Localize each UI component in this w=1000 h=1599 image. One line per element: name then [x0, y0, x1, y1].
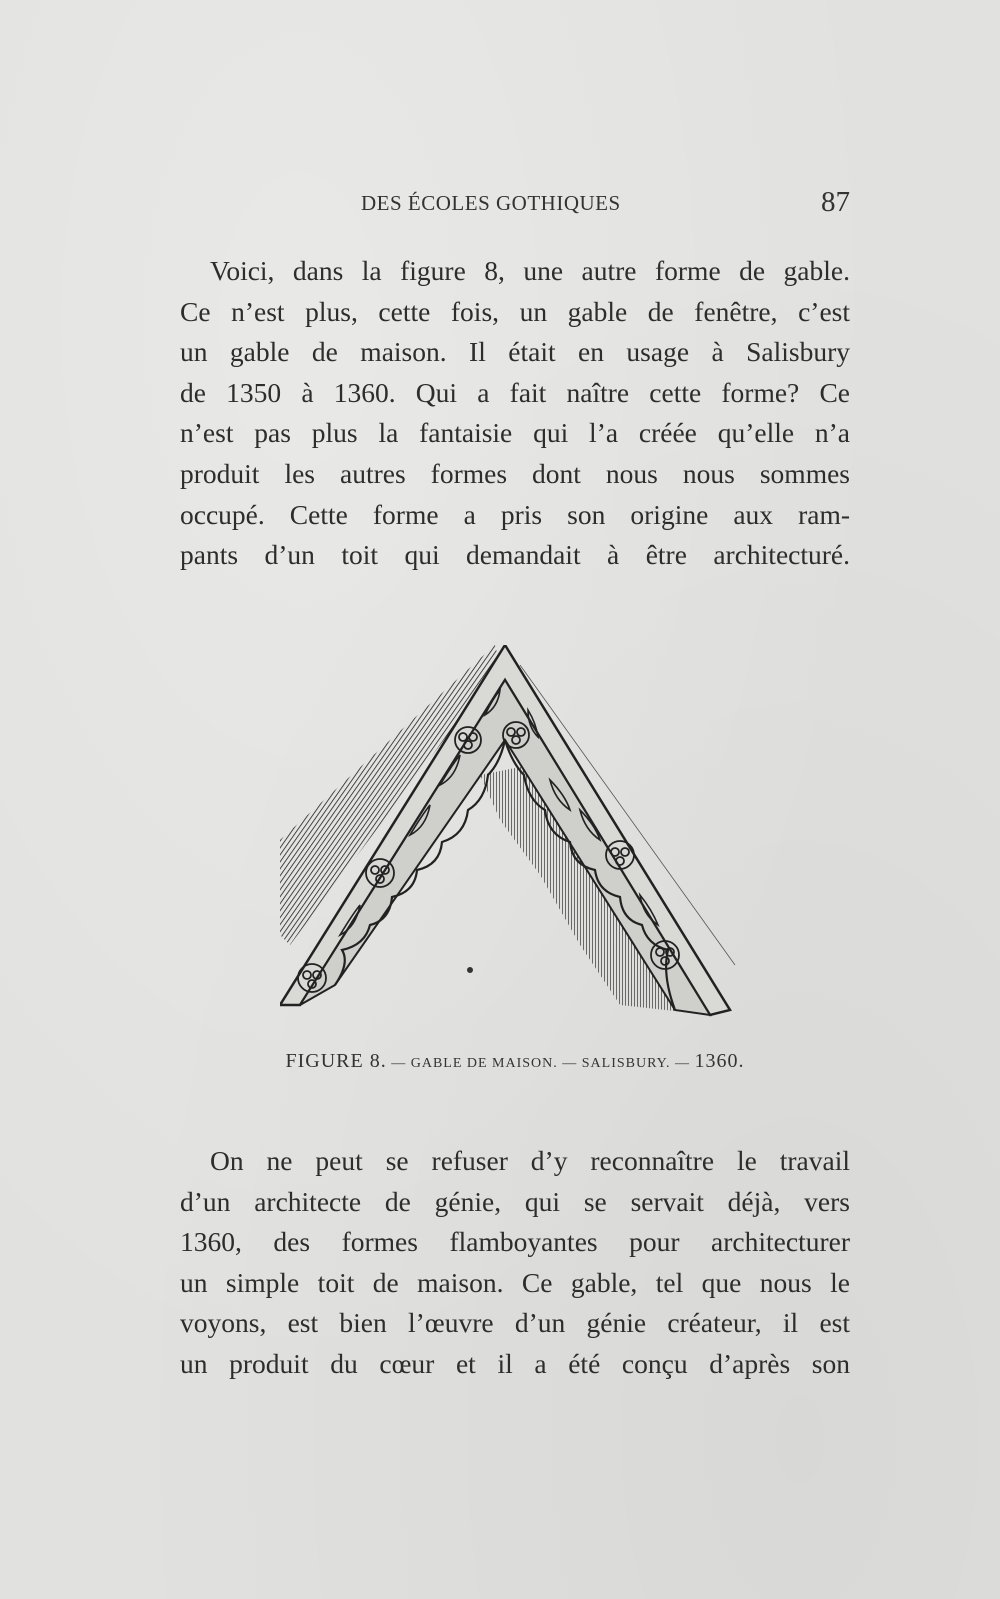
text-line: 1360, des formes flamboyantes pour architecturer [180, 1226, 850, 1258]
figure-gable-illustration [280, 645, 750, 1030]
caption-year: 1360. [694, 1050, 745, 1072]
text-line: d’un architecte de génie, qui se servait déjà, vers [180, 1185, 850, 1217]
text-line: On ne peut se refuser d’y reconnaître le travail [210, 1145, 850, 1176]
text-line: un gable de maison. Il était en usage à Salisbury [180, 336, 850, 368]
text-line: pants d’un toit qui demandait à être architecturé. [180, 539, 850, 571]
figure-caption [180, 1050, 850, 1073]
page-header [180, 186, 850, 226]
page-number: 87 [821, 186, 850, 218]
print-speck [467, 967, 473, 973]
running-head: DES ÉCOLES GOTHIQUES [361, 191, 621, 215]
text-line: Ce n’est plus, cette fois, un gable de fenêtre, c’est [180, 295, 850, 327]
text-line: Voici, dans la figure 8, une autre forme de gable. [210, 255, 850, 286]
paragraph-2 [180, 1141, 850, 1385]
text-line: de 1350 à 1360. Qui a fait naître cette forme? Ce [180, 376, 850, 408]
text-line: voyons, est bien l’œuvre d’un génie créateur, il est [180, 1307, 850, 1339]
caption-text: — GABLE DE MAISON. — SALISBURY. — [391, 1056, 690, 1071]
text-line: occupé. Cette forme a pris son origine aux ram- [180, 498, 850, 530]
text-line: un simple toit de maison. Ce gable, tel que nous le [180, 1266, 850, 1298]
text-line: un produit du cœur et il a été conçu d’après son [180, 1347, 850, 1379]
text-line: n’est pas plus la fantaisie qui l’a créée qu’elle n’a [180, 417, 850, 449]
caption-label: FIGURE 8. [285, 1050, 387, 1072]
text-line: produit les autres formes dont nous nous sommes [180, 457, 850, 489]
gable-engraving-illustration [280, 645, 750, 1030]
paragraph-1 [180, 251, 850, 576]
